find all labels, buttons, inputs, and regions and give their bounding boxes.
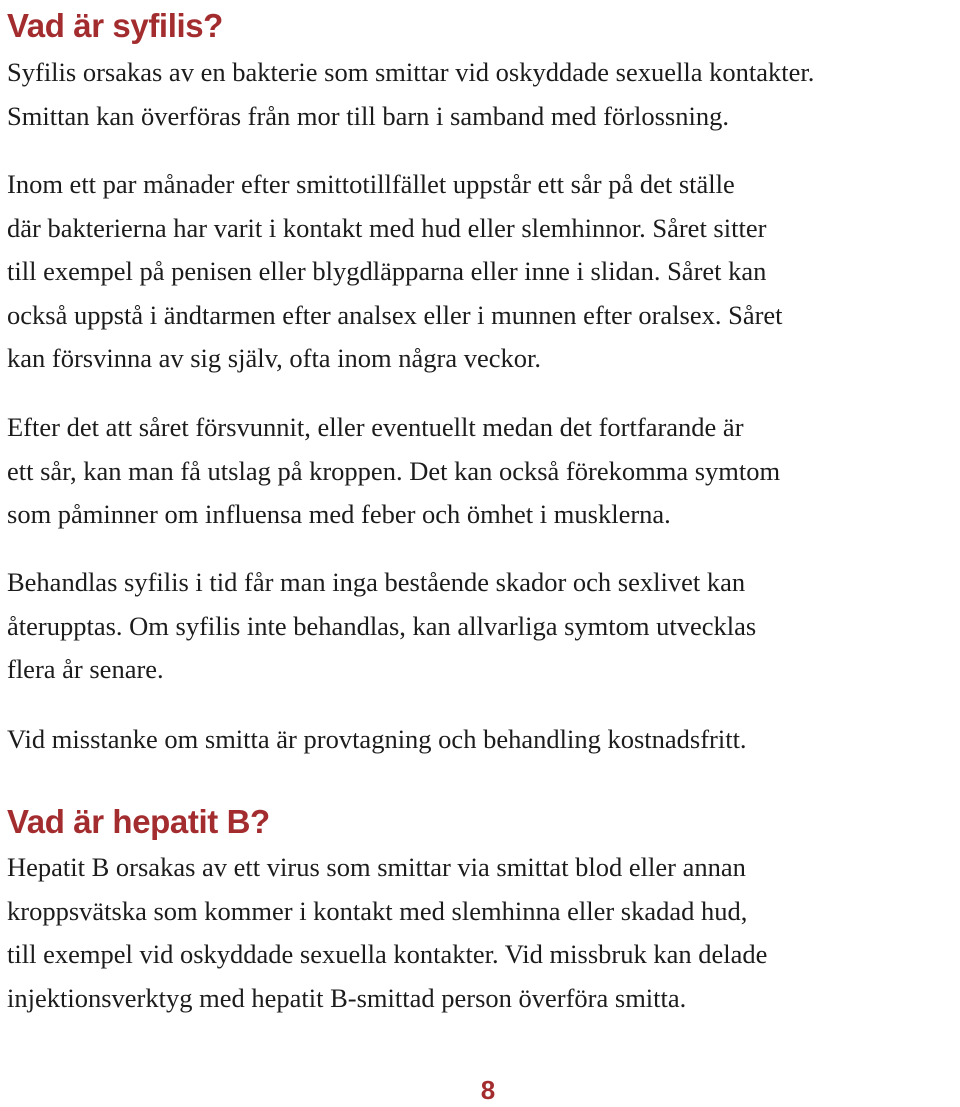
text-line: Hepatit B orsakas av ett virus som smittar via smittat blod eller annan xyxy=(7,852,746,882)
text-line: Vid misstanke om smitta är provtagning och behandling kostnadsfritt. xyxy=(7,724,747,754)
text-line: också uppstå i ändtarmen efter analsex eller i munnen efter oralsex. Såret xyxy=(7,299,783,330)
text-line: där bakterierna har varit i kontakt med hud eller slemhinnor. Såret sitter xyxy=(7,212,767,243)
text-line: injektionsverktyg med hepatit B-smittad person överföra smitta. xyxy=(7,982,687,1013)
text-line: till exempel på penisen eller blygdläpparna eller inne i slidan. Såret kan xyxy=(7,256,767,286)
text-line: Syfilis orsakas av en bakterie som smittar vid oskyddade sexuella kontakter. xyxy=(7,57,815,87)
paragraph-syfilis-cause xyxy=(7,51,959,138)
text-line: återupptas. Om syfilis inte behandlas, kan allvarliga symtom utvecklas xyxy=(7,610,757,641)
text-line: Behandlas syfilis i tid får man inga bestående skador och sexlivet kan xyxy=(7,567,746,597)
text-line: flera år senare. xyxy=(7,654,164,684)
text-line: kan försvinna av sig själv, ofta inom några veckor. xyxy=(7,343,542,373)
text-line: Smittan kan överföras från mor till barn i samband med förlossning. xyxy=(7,100,729,131)
text-line: Inom ett par månader efter smittotillfället uppstår ett sår på det ställe xyxy=(7,169,735,199)
paragraph-hepatit-b-cause xyxy=(7,846,959,1020)
text-line: som påminner om influensa med feber och ömhet i musklerna. xyxy=(7,499,671,529)
paragraph-syfilis-sore xyxy=(7,163,959,381)
text-line: kroppsvätska som kommer i kontakt med slemhinna eller skadad hud, xyxy=(7,895,748,926)
paragraph-syfilis-testing xyxy=(7,718,959,762)
section-heading-syfilis: Vad är syfilis? xyxy=(7,7,223,44)
paragraph-syfilis-treatment xyxy=(7,561,959,692)
text-line: ett sår, kan man få utslag på kroppen. Det kan också förekomma symtom xyxy=(7,455,781,486)
paragraph-syfilis-rash xyxy=(7,406,959,537)
page-number: 8 xyxy=(480,1075,496,1105)
text-line: Efter det att såret försvunnit, eller eventuellt medan det fortfarande är xyxy=(7,412,744,442)
text-line: till exempel vid oskyddade sexuella kontakter. Vid missbruk kan delade xyxy=(7,939,768,969)
section-heading-hepatit-b: Vad är hepatit B? xyxy=(7,803,270,840)
